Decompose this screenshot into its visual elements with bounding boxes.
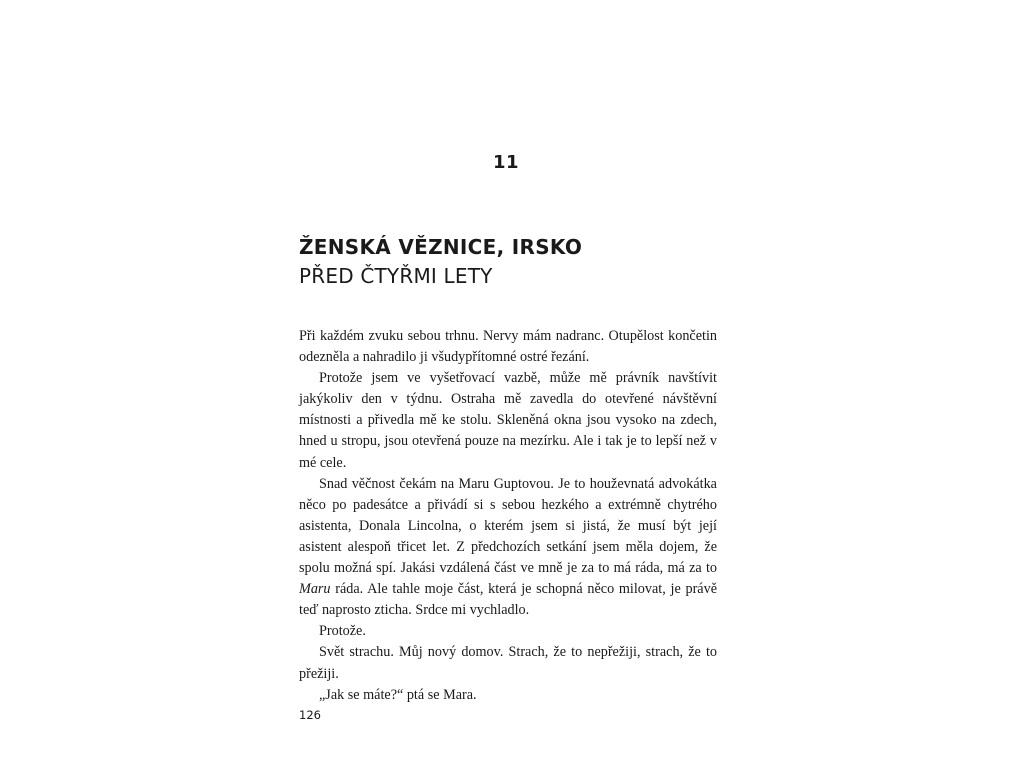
emphasized-name: Maru [299,581,331,598]
body-text [299,326,717,706]
paragraph-text: Snad věčnost čekám na Maru Guptovou. Je to houževnatá advokátka něco po padesátce a přivádí si s sebou hezkého a extrémně chytrého asistenta, Donala Lincolna, o kterém jsem si jistá, že musí být její asistent alespoň třicet let. Z předchozích setkání jsem měla dojem, že spolu možná spí. Jakási vzdálená část ve mně je za to má ráda, má za to [299,475,717,577]
paragraph: Svět strachu. Můj nový domov. Strach, že to nepřežiji, strach, že to přežiji. [299,644,717,682]
paragraph: Protože jsem ve vyšetřovací vazbě, může mě právník navštívit jakýkoliv den v týdnu. Ostraha mě zavedla do otevřené návštěvní místnosti a přivedla mě ke stolu. Skleněná okna jsou vysoko na zdech, hned u stropu, jsou otevřená pouze na mezírku. Ale i tak je to lepší než v mé cele. [299,370,717,471]
chapter-title: ŽENSKÁ VĚZNICE, IRSKO [299,235,583,259]
chapter-number: 11 [492,152,520,173]
paragraph-text: ráda. Ale tahle moje část, která je schopná něco milovat, je právě teď naprosto zticha. Srdce mi vychladlo. [299,581,717,619]
paragraph: Při každém zvuku sebou trhnu. Nervy mám nadranc. Otupělost končetin odezněla a nahradilo ji všudypřítomné ostré řezání. [299,328,717,366]
page-number: 126 [299,708,321,722]
paragraph: Protože. [319,623,366,640]
chapter-heading [299,232,729,290]
chapter-subtitle: PŘED ČTYŘMI LETY [299,264,493,288]
paragraph [299,474,717,622]
paragraph: „Jak se máte?“ ptá se Mara. [319,686,477,703]
